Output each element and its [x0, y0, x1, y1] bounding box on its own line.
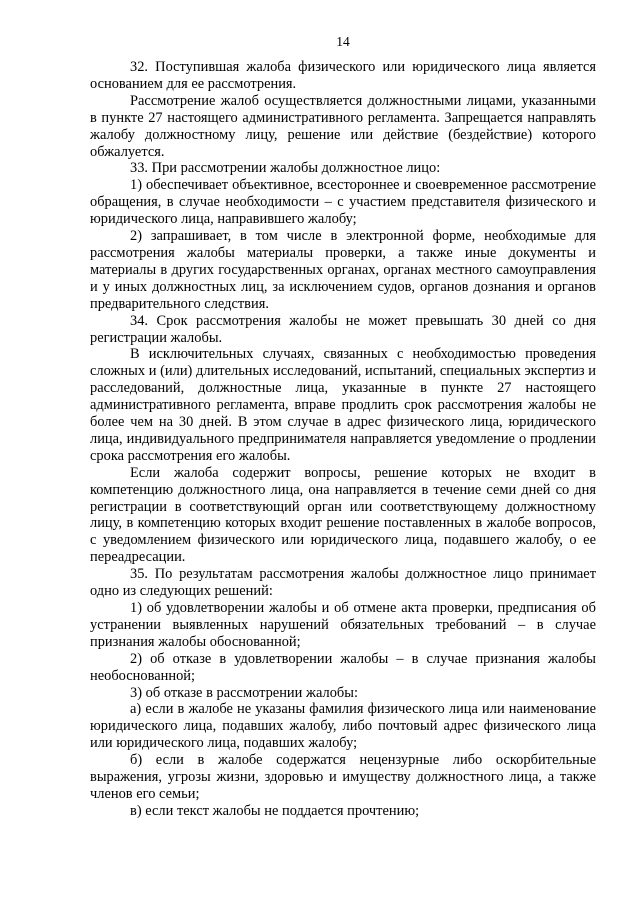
paragraph: 34. Срок рассмотрения жалобы не может превышать 30 дней со дня регистрации жалобы. — [90, 312, 596, 346]
document-body — [90, 59, 596, 820]
paragraph: 35. По результатам рассмотрения жалобы должностное лицо принимает одно из следующих решений: — [90, 566, 596, 600]
paragraph: 2) запрашивает, в том числе в электронной форме, необходимые для рассмотрения жалобы материалы проверки, а также иные документы и материалы в других государственных органах, органах местного самоуправления и у иных должностных лиц, за исключением судов, органов дознания и органов предварительного следствия. — [90, 228, 596, 312]
paragraph: В исключительных случаях, связанных с необходимостью проведения сложных и (или) длительных исследований, испытаний, специальных экспертиз и расследований, должностные лица, указанные в пункте 27 настоящего административного регламента, вправе продлить срок рассмотрения жалобы не более чем на 30 дней. В этом случае в адрес физического лица, юридического лица, индивидуального предпринимателя направляется уведомление о продлении срока рассмотрения его жалобы. — [90, 346, 596, 464]
paragraph: в) если текст жалобы не поддается прочтению; — [130, 802, 420, 819]
paragraph: 32. Поступившая жалоба физического или юридического лица является основанием для ее рассмотрения. — [90, 59, 596, 92]
paragraph: 1) об удовлетворении жалобы и об отмене акта проверки, предписания об устранении выявленных нарушений обязательных требований – в случае признания жалобы обоснованной; — [90, 600, 596, 650]
paragraph: Если жалоба содержит вопросы, решение которых не входит в компетенцию должностного лица, она направляется в течение семи дней со дня регистрации в соответствующий орган или соответствующему должностному лицу, в компетенцию которых входит решение поставленных в жалобе вопросов, с уведомлением физического или юридического лица, подавшего жалобу, о ее переадресации. — [90, 464, 596, 566]
paragraph: 33. При рассмотрении жалобы должностное лицо: — [130, 160, 441, 177]
paragraph: Рассмотрение жалоб осуществляется должностными лицами, указанными в пункте 27 настоящего административного регламента. Запрещается направлять жалобу должностному лицу, решение или действие (бездействие) которого обжалуется. — [90, 92, 596, 160]
paragraph: 1) обеспечивает объективное, всестороннее и своевременное рассмотрение обращения, в случае необходимости – с участием представителя физического и юридического лица, направившего жалобу; — [90, 177, 596, 228]
paragraph: б) если в жалобе содержатся нецензурные либо оскорбительные выражения, угрозы жизни, здоровью и имуществу должностного лица, а также членов его семьи; — [90, 752, 596, 802]
paragraph: 3) об отказе в рассмотрении жалобы: — [130, 684, 358, 701]
paragraph: а) если в жалобе не указаны фамилия физического лица или наименование юридического лица, подавших жалобу, либо почтовый адрес физического лица или юридического лица, подавших жалобу; — [90, 701, 596, 752]
paragraph: 2) об отказе в удовлетворении жалобы – в случае признания жалобы необоснованной; — [90, 650, 596, 684]
page-number: 14 — [336, 34, 350, 49]
